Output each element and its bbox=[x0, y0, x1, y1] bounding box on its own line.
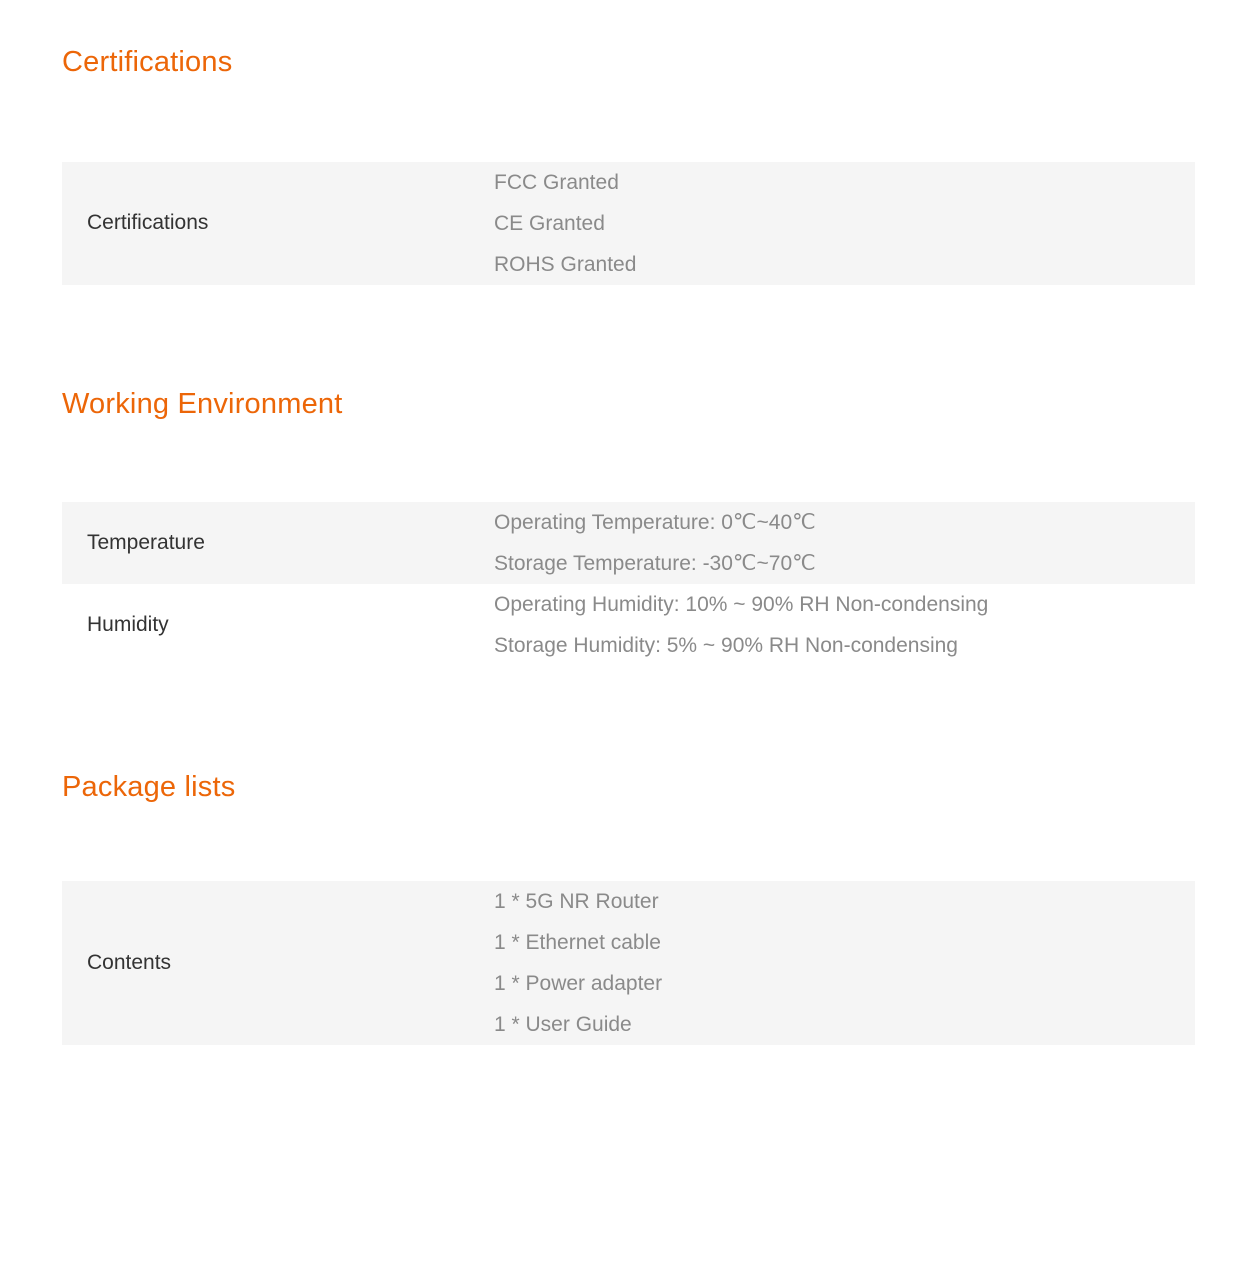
value-line: ROHS Granted bbox=[494, 252, 637, 276]
table-row bbox=[62, 584, 1195, 666]
section-working-environment bbox=[0, 387, 1258, 666]
row-label-contents: Contents bbox=[87, 951, 172, 975]
value-line: FCC Granted bbox=[494, 170, 619, 194]
value-line: 1 * User Guide bbox=[494, 1013, 632, 1037]
row-value-humidity bbox=[472, 584, 1195, 666]
section-package-lists bbox=[0, 770, 1258, 1046]
row-value-temperature bbox=[472, 502, 1195, 584]
spacer-after-working-environment bbox=[0, 666, 1258, 770]
certifications-table bbox=[62, 162, 1195, 285]
spacer-top bbox=[0, 0, 1258, 45]
row-label-temperature: Temperature bbox=[87, 530, 205, 554]
package-lists-table bbox=[62, 881, 1195, 1045]
section-certifications bbox=[0, 45, 1258, 285]
section-title-package-lists: Package lists bbox=[62, 770, 236, 803]
value-line: 1 * Power adapter bbox=[494, 972, 663, 996]
value-line: Storage Humidity: 5% ~ 90% RH Non-condensing bbox=[494, 633, 958, 657]
table-row bbox=[62, 502, 1195, 584]
row-label-humidity: Humidity bbox=[87, 612, 169, 636]
section-title-working-environment: Working Environment bbox=[62, 387, 343, 420]
spacer-after-certifications bbox=[0, 285, 1258, 387]
row-label-certifications: Certifications bbox=[87, 211, 209, 235]
spacer-title-table-3 bbox=[62, 804, 1196, 881]
value-line: Operating Temperature: 0℃~40℃ bbox=[494, 510, 816, 534]
spacer-bottom bbox=[0, 1045, 1258, 1085]
section-title-certifications: Certifications bbox=[62, 46, 233, 78]
row-value-contents bbox=[472, 881, 1195, 1045]
value-line: 1 * 5G NR Router bbox=[494, 890, 659, 914]
value-line: CE Granted bbox=[494, 211, 605, 235]
value-line: Storage Temperature: -30℃~70℃ bbox=[494, 551, 816, 575]
table-row bbox=[62, 881, 1195, 1045]
value-line: 1 * Ethernet cable bbox=[494, 931, 661, 955]
spacer-title-table-1 bbox=[62, 80, 1196, 162]
value-line: Operating Humidity: 10% ~ 90% RH Non-condensing bbox=[494, 592, 989, 616]
table-row bbox=[62, 162, 1195, 285]
row-value-certifications bbox=[472, 162, 1195, 285]
spacer-title-table-2 bbox=[62, 422, 1196, 502]
working-environment-table bbox=[62, 502, 1195, 666]
